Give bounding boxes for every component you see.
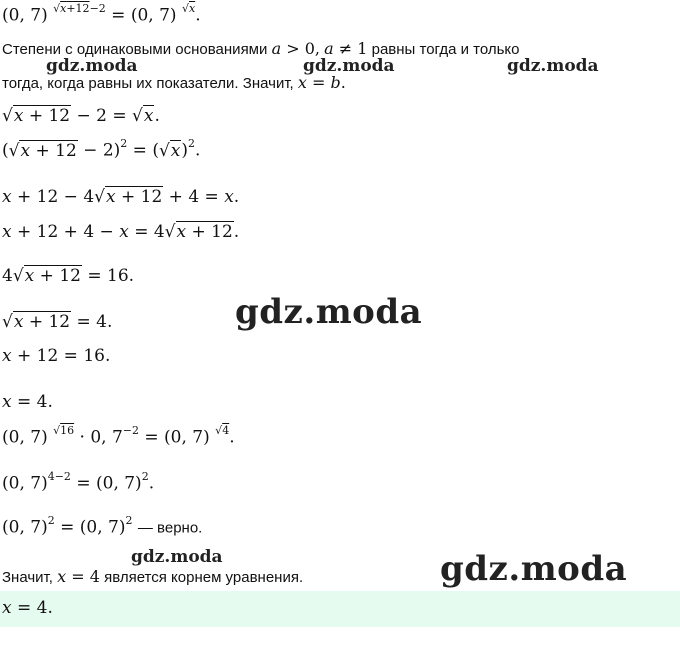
text-line-2: Степени с одинаковыми основаниями a > 0, a ≠ 1 равны тогда и только — [2, 39, 520, 58]
watermark-large: gdz.moda — [440, 549, 628, 589]
equation-line-6: x + 12 − 4√x + 12 + 4 = x. — [2, 187, 240, 207]
answer-highlight — [0, 591, 680, 627]
watermark-small: gdz.moda — [131, 547, 223, 567]
equation-line-9: √x + 12 = 4. — [2, 312, 113, 332]
equation-line-12: (0, 7) $^{√16}$ · 0, $7^{-2} = (0$, 7) $^{√4}$. — [2, 424, 235, 448]
equation-line-5: $(√x + 12 - 2)^2 = (√x)^2$. — [2, 137, 201, 161]
watermark-small: gdz.moda — [46, 56, 138, 76]
equation-line-10: x + 12 = 16. — [2, 346, 111, 366]
equation-line-8: 4√x + 12 = 16. — [2, 266, 135, 286]
watermark-large: gdz.moda — [235, 292, 423, 332]
watermark-small: gdz.moda — [507, 56, 599, 76]
text-line-3: тогда, когда равны их показатели. Значит, x = b. — [2, 73, 346, 92]
text-line-15: Значит, x = 4 является корнем уравнения. — [2, 567, 304, 586]
watermark-small: gdz.moda — [303, 56, 395, 76]
equation-line-1: (0, 7) $^{√x+12-2}$ = (0, 7) $^{√x}$. — [2, 2, 201, 26]
equation-line-4: √x + 12 − 2 = √x. — [2, 106, 160, 126]
answer-line: x = 4. — [2, 598, 53, 618]
equation-line-14: (0, 7)$^2$ = (0, 7)$^2$ — верно. — [2, 514, 203, 538]
equation-line-11: x = 4. — [2, 392, 53, 412]
equation-line-7: x + 12 + 4 − x = 4√x + 12. — [2, 222, 240, 242]
equation-line-13: (0, 7)$^{4-2}$ = (0, 7)$^2$. — [2, 470, 155, 494]
